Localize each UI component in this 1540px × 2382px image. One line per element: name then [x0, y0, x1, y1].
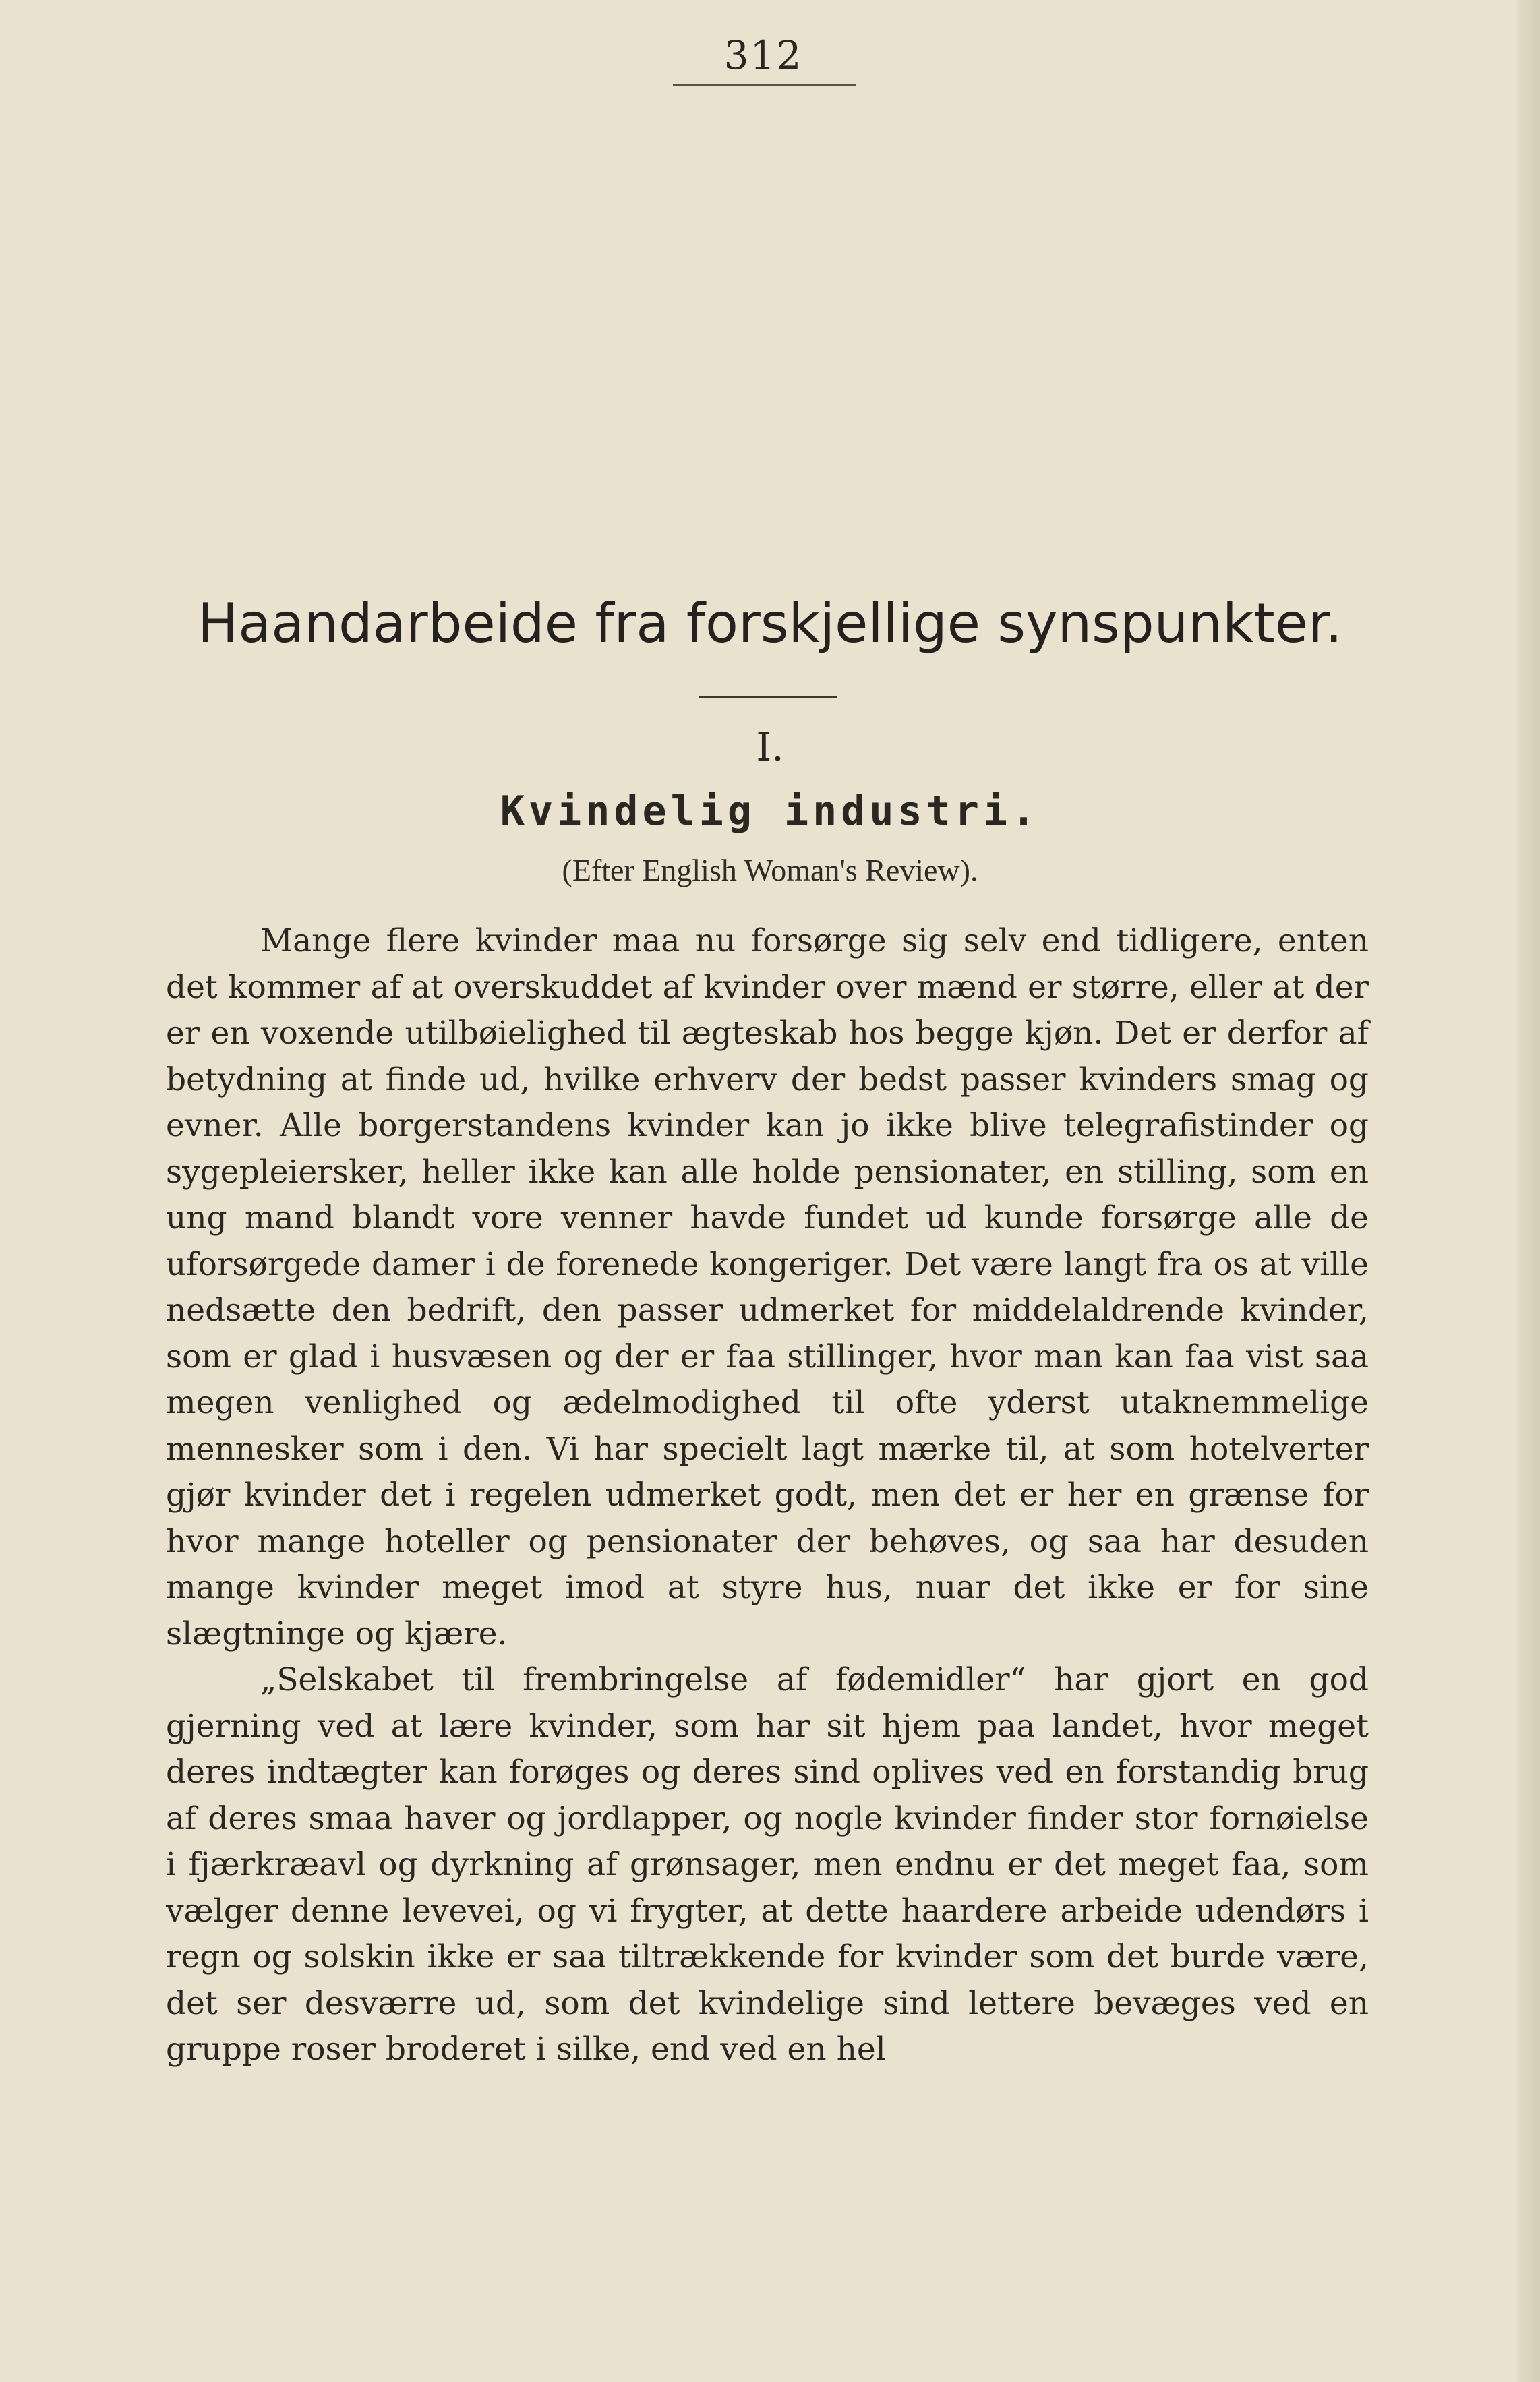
paragraph-1: Mange flere kvinder maa nu forsørge sig selv end tidligere, enten det kommer af at overskuddet af kvinder over mænd er større, eller at der er en voxende utilbøielighed til ægteskab hos begge kjøn. Det er derfor af betydning at finde ud, hvilke erhverv der bedst passer kvinders smag og evner. Alle borgerstandens kvinder kan jo ikke blive telegrafistinder og sygepleiersker, heller ikke kan alle holde pensionater, en stilling, som en ung mand blandt vore venner havde fundet ud kunde forsørge alle de uforsørgede damer i de forenede kongeriger. Det være langt fra os at ville nedsætte den bedrift, den passer udmerket for middelaldrende kvinder, som er glad i husvæsen og der er faa stillinger, hvor man kan faa vist saa megen venlighed og ædelmodighed til ofte yderst utaknemmelige mennesker som i den. Vi har specielt lagt mærke til, at som hotelverter gjør kvinder det i regelen udmerket godt, men det er her en grænse for hvor mange hoteller og pensionater der behøves, og saa har desuden mange kvinder meget imod at styre hus, nuar det ikke er for sine slægtninge og kjære.	[166, 922, 1369, 1652]
page-edge	[1517, 0, 1540, 2382]
page-number-rule	[673, 84, 856, 86]
source-note: (Efter English Woman's Review).	[562, 853, 978, 887]
article-title: Haandarbeide fra forskjellige synspunkter.	[198, 592, 1342, 655]
section-title: Kvindelig industri.	[500, 787, 1040, 835]
section-number: I.	[756, 724, 784, 770]
page-number: 312	[723, 32, 803, 78]
paragraph-2: „Selskabet til frembringelse af fødemidler“ har gjort en god gjerning ved at lære kvinder, som har sit hjem paa landet, hvor meget deres indtægter kan forøges og deres sind oplives ved en forstandig brug af deres smaa haver og jordlapper, og nogle kvinder finder stor fornøielse i fjærkræavl og dyrkning af grønsager, men endnu er det meget faa, som vælger denne levevei, og vi frygter, at dette haardere arbeide udendørs i regn og solskin ikke er saa tiltrækkende for kvinder som det burde være, det ser desværre ud, som det kvindelige sind lettere bevæges ved en gruppe roser broderet i silke, end ved en hel	[166, 1661, 1369, 2068]
body-text	[166, 918, 1369, 2073]
title-divider	[699, 696, 837, 698]
